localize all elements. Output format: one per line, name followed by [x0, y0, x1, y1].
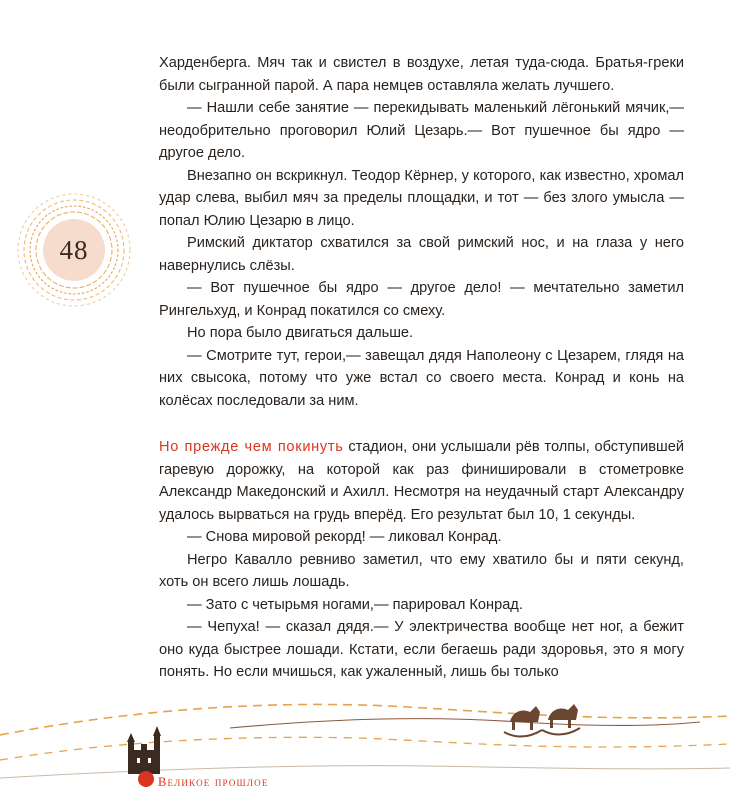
footer-red-dot	[138, 771, 154, 787]
paragraph: — Зато с четырьмя ногами,— парировал Конрад.	[187, 596, 523, 613]
section-start-paragraph	[159, 436, 684, 526]
paragraph: — Нашли себе занятие — перекидывать маленький лёгонький мячик,— неодобрительно проговорил Юлий Цезарь.— Вот пушечное бы ядро — другое дело.	[159, 100, 684, 161]
paragraph: — Чепуха! — сказал дядя.— У электричества вообще нет ног, а бежит оно куда быстрее лошади. Кстати, если бегаешь ради здоровья, это я могу понять. Но если мчишься, как ужаленный, лишь бы только	[159, 619, 684, 680]
paragraph: Харденберга. Мяч так и свистел в воздухе, летая туда-сюда. Братья-греки были сыгранной парой. А пара немцев оставляла желать лучшего.	[159, 55, 684, 94]
rocking-horse-icon	[542, 704, 580, 735]
paragraph: — Вот пушечное бы ядро — другое дело! — мечтательно заметил Рингельхуд, и Конрад покатился со смеху.	[159, 280, 684, 319]
footer-section-label: Великое прошлое	[158, 775, 269, 789]
body-text	[159, 52, 684, 684]
section-lead-in: Но прежде чем покинуть	[159, 439, 344, 455]
paragraph: — Снова мировой рекорд! — ликовал Конрад.	[187, 529, 502, 545]
paragraph: Римский диктатор схватился за свой римский нос, и на глаза у него навернулись слёзы.	[159, 235, 684, 274]
paragraph: Но пора было двигаться дальше.	[187, 325, 414, 341]
section-first-text: стадион, они услышали рёв толпы, обступившей гаревую дорожку, на которой как раз финишировали в стометровке Александр Македонский и Ахилл. Несмотря на неудачный старт Александру удалось вырваться на грудь вперёд. Его результат был 10, 1 секунды.	[159, 439, 684, 523]
paragraph: Негро Кавалло ревниво заметил, что ему хватило бы и пяти секунд, хоть он всего лишь лошадь.	[159, 551, 684, 590]
footer-illustration	[0, 690, 730, 800]
page-number-badge	[14, 190, 134, 310]
paragraph: Внезапно он вскрикнул. Теодор Кёрнер, у которого, как известно, хромал удар слева, выбил мяч за пределы площадки, и тот — без злого умысла — попал Юлию Цезарю в лицо.	[159, 167, 684, 229]
page-number: 48	[59, 234, 89, 265]
castle-illustration-icon	[127, 726, 161, 774]
paragraph: — Смотрите тут, герои,— завещал дядя Наполеону с Цезарем, глядя на них свысока, потому что уже встал со своего места. Конрад и конь на колёсах последовали за ним.	[159, 347, 684, 409]
